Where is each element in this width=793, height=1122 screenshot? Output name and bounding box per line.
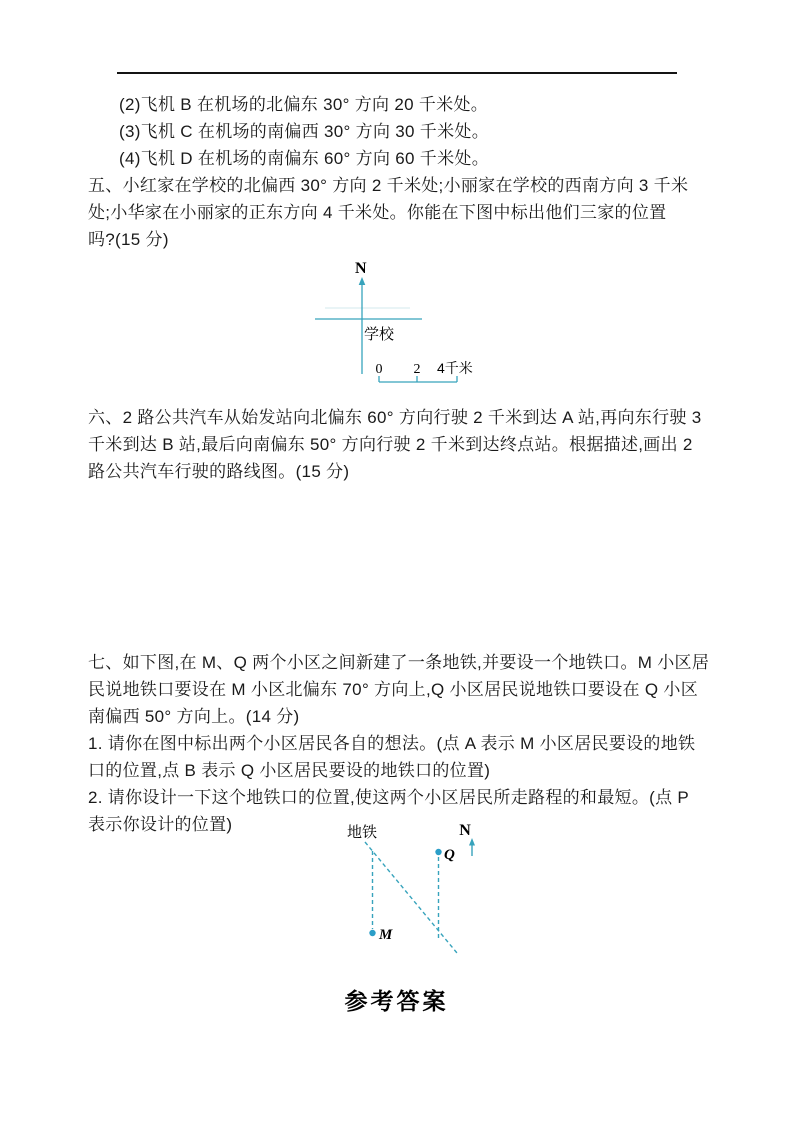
school-compass-diagram: [300, 255, 485, 395]
point-q-label: Q: [444, 847, 455, 863]
question6-line-1: 六、2 路公共汽车从始发站向北偏东 60° 方向行驶 2 千米到达 A 站,再向东行驶 3: [88, 408, 702, 427]
question7-line-1: 七、如下图,在 M、Q 两个小区之间新建了一条地铁,并要设一个地铁口。M 小区居: [88, 653, 710, 672]
top-divider-rule: [117, 72, 677, 74]
question7-item2-line-1: 2. 请你设计一下这个地铁口的位置,使这两个小区居民所走路程的和最短。(点 P: [88, 788, 690, 807]
answer-key-heading: 参考答案: [344, 988, 449, 1014]
school-label: 学校: [364, 326, 395, 343]
north-label: N: [459, 822, 471, 839]
north-arrowhead-icon: [359, 277, 366, 285]
plane-c-line: (3)飞机 C 在机场的南偏西 30° 方向 30 千米处。: [119, 122, 490, 141]
question6-text: [88, 404, 701, 485]
north-arrowhead-icon: [469, 838, 475, 846]
question7-line-2: 民说地铁口要设在 M 小区北偏东 70° 方向上,Q 小区居民说地铁口要设在 Q 小区: [88, 680, 698, 699]
question7-text: [88, 649, 709, 838]
question6-line-3: 路公共汽车行驶的路线图。(15 分): [88, 462, 350, 481]
scale-tick-label-4km: 4千米: [437, 360, 473, 376]
question7-item1-line-2: 口的位置,点 B 表示 Q 小区居民要设的地铁口的位置): [88, 761, 491, 780]
north-label: N: [355, 260, 367, 277]
question7-line-3: 南偏西 50° 方向上。(14 分): [88, 707, 300, 726]
question5-text: [88, 172, 688, 253]
scale-tick-label-2: 2: [413, 362, 421, 377]
scale-tick-label-0: 0: [375, 362, 383, 377]
question5-line-1: 五、小红家在学校的北偏西 30° 方向 2 千米处;小丽家在学校的西南方向 3 千米: [88, 176, 689, 195]
question5-line-3: 吗?(15 分): [88, 230, 169, 249]
plane-b-line: (2)飞机 B 在机场的北偏东 30° 方向 20 千米处。: [119, 95, 489, 114]
question7-item1-line-1: 1. 请你在图中标出两个小区居民各自的想法。(点 A 表示 M 小区居民要设的地铁: [88, 734, 696, 753]
point-m-dot: [369, 930, 375, 936]
point-q-dot: [435, 849, 441, 855]
question5-line-2: 处;小华家在小丽家的正东方向 4 千米处。你能在下图中标出他们三家的位置: [88, 203, 667, 222]
question6-line-2: 千米到达 B 站,最后向南偏东 50° 方向行驶 2 千米到达终点站。根据描述,画出 2: [88, 435, 693, 454]
plane-d-line: (4)飞机 D 在机场的南偏东 60° 方向 60 千米处。: [119, 149, 490, 168]
point-m-label: M: [379, 927, 393, 943]
question4-items: [119, 91, 489, 172]
question7-item2-line-2: 表示你设计的位置): [88, 815, 233, 834]
subway-label: 地铁: [347, 824, 378, 841]
subway-diagram: [340, 818, 500, 968]
